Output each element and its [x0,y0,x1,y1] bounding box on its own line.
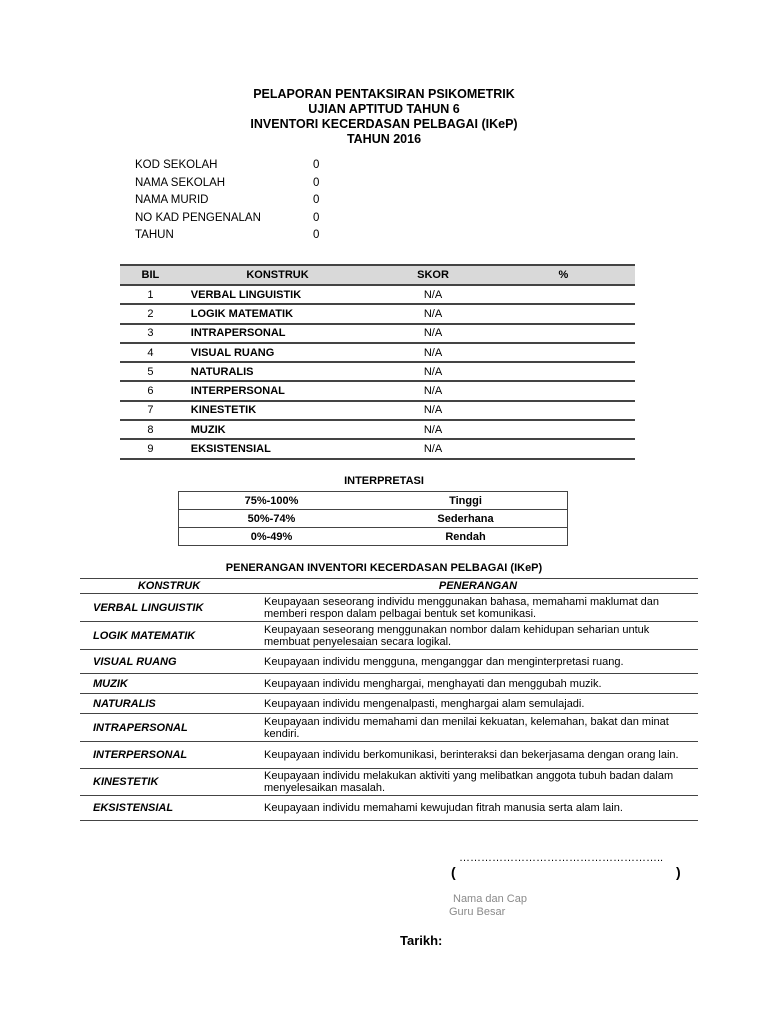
table-row [120,401,635,420]
info-value: 0 [313,194,320,207]
pen-konstruk: VISUAL RUANG [80,650,258,674]
info-label: NO KAD PENGENALAN [135,211,261,224]
pen-konstruk: EKSISTENSIAL [80,796,258,821]
row-konstruk: KINESTETIK [181,401,374,420]
row-konstruk: LOGIK MATEMATIK [181,304,374,323]
pen-konstruk: INTRAPERSONAL [80,714,258,742]
title-line-3: INVENTORI KECERDASAN PELBAGAI (IKeP) [250,117,518,131]
row-percent [492,381,635,400]
pen-text: Keupayaan individu berkomunikasi, berinteraksi dan bekerjasama dengan orang lain. [258,742,698,769]
interp-range: 75%-100% [179,492,365,510]
row-bil: 2 [120,304,181,323]
title-line-1: PELAPORAN PENTAKSIRAN PSIKOMETRIK [253,87,515,101]
interp-range: 0%-49% [179,528,365,546]
pen-konstruk: KINESTETIK [80,769,258,796]
penerangan-table [80,578,698,821]
row-skor: N/A [374,362,492,381]
row-bil: 5 [120,362,181,381]
row-skor: N/A [374,343,492,362]
pen-konstruk: LOGIK MATEMATIK [80,622,258,650]
info-value: 0 [313,176,320,189]
row-konstruk: INTRAPERSONAL [181,324,374,343]
row-skor: N/A [374,439,492,458]
info-row [135,175,319,193]
table-row [120,285,635,304]
pen-konstruk: NATURALIS [80,694,258,714]
info-value: 0 [313,211,320,224]
row-percent [492,401,635,420]
pen-text: Keupayaan individu memahami kewujudan fitrah manusia serta alam lain. [258,796,698,821]
pen-text: Keupayaan individu mengenalpasti, menghargai alam semulajadi. [258,694,698,714]
info-row [135,227,319,245]
info-label: KOD SEKOLAH [135,159,218,171]
signature-open-paren: ( [451,864,456,880]
row-bil: 7 [120,401,181,420]
row-percent [492,343,635,362]
table-row [80,714,698,742]
signature-close-paren: ) [676,864,681,880]
table-row [120,381,635,400]
row-konstruk: INTERPERSONAL [181,381,374,400]
table-row [120,343,635,362]
pen-text: Keupayaan seseorang individu menggunakan bahasa, memahami maklumat dan memberi respon dalam pelbagai bentuk set komunikasi. [258,594,698,622]
info-value: 0 [313,159,320,171]
row-bil: 8 [120,420,181,439]
info-value: 0 [313,229,320,242]
pen-text: Keupayaan individu menghargai, menghayati dan menggubah muzik. [258,674,698,694]
table-row [179,528,568,546]
table-row [179,510,568,528]
row-percent [492,439,635,458]
row-konstruk: VISUAL RUANG [181,343,374,362]
table-row [80,622,698,650]
row-percent [492,420,635,439]
student-info [135,157,319,245]
row-percent [492,362,635,381]
interp-level: Sederhana [364,510,568,528]
report-title [0,87,768,147]
row-percent [492,285,635,304]
penerangan-title: PENERANGAN INVENTORI KECERDASAN PELBAGAI (IKeP) [225,562,543,574]
date-label: Tarikh: [400,933,443,948]
signature-role-label: Guru Besar [449,906,506,918]
pen-konstruk: VERBAL LINGUISTIK [80,594,258,622]
table-row [80,650,698,674]
pen-konstruk: MUZIK [80,674,258,694]
header-skor: SKOR [374,265,492,285]
pen-text: Keupayaan seseorang menggunakan nombor dalam kehidupan seharian untuk membuat penyelesaian secara logikal. [258,622,698,650]
table-row [120,420,635,439]
row-bil: 9 [120,439,181,458]
row-bil: 4 [120,343,181,362]
pen-text: Keupayaan individu melakukan aktiviti yang melibatkan anggota tubuh badan dalam menyelesaikan masalah. [258,769,698,796]
table-row [179,492,568,510]
info-label: NAMA SEKOLAH [135,176,226,189]
row-konstruk: EKSISTENSIAL [181,439,374,458]
header-percent: % [492,265,635,285]
row-skor: N/A [374,401,492,420]
row-skor: N/A [374,420,492,439]
interp-level: Tinggi [364,492,568,510]
row-skor: N/A [374,285,492,304]
score-table-header [120,265,635,285]
interpretasi-title: INTERPRETASI [344,475,424,487]
interp-level: Rendah [364,528,568,546]
row-skor: N/A [374,381,492,400]
row-konstruk: VERBAL LINGUISTIK [181,285,374,304]
table-row [80,694,698,714]
row-konstruk: MUZIK [181,420,374,439]
table-row [120,304,635,323]
row-bil: 3 [120,324,181,343]
header-konstruk: KONSTRUK [80,579,258,594]
info-row [135,192,319,210]
table-row [80,594,698,622]
interpretasi-table [178,491,568,546]
signature-line: ……………………………………………….. [459,852,664,864]
interp-range: 50%-74% [179,510,365,528]
header-penerangan: PENERANGAN [258,579,698,594]
title-line-2: UJIAN APTITUD TAHUN 6 [308,102,460,116]
pen-konstruk: INTERPERSONAL [80,742,258,769]
row-skor: N/A [374,304,492,323]
table-row [80,742,698,769]
row-bil: 1 [120,285,181,304]
title-line-4: TAHUN 2016 [346,132,422,146]
signature-name-label: Nama dan Cap [453,893,527,905]
row-percent [492,324,635,343]
header-bil: BIL [120,265,181,285]
table-row [120,362,635,381]
info-row [135,157,319,175]
row-skor: N/A [374,324,492,343]
table-row [80,796,698,821]
row-bil: 6 [120,381,181,400]
row-konstruk: NATURALIS [181,362,374,381]
info-label: TAHUN [135,229,174,242]
table-row [80,769,698,796]
table-row [120,324,635,343]
row-percent [492,304,635,323]
table-row [120,439,635,458]
header-konstruk: KONSTRUK [181,265,374,285]
info-label: NAMA MURID [135,194,209,207]
penerangan-header [80,579,698,594]
pen-text: Keupayaan individu mengguna, menganggar dan menginterpretasi ruang. [258,650,698,674]
score-table [120,264,635,460]
info-row [135,210,319,228]
pen-text: Keupayaan individu memahami dan menilai kekuatan, kelemahan, bakat dan minat kendiri. [258,714,698,742]
table-row [80,674,698,694]
